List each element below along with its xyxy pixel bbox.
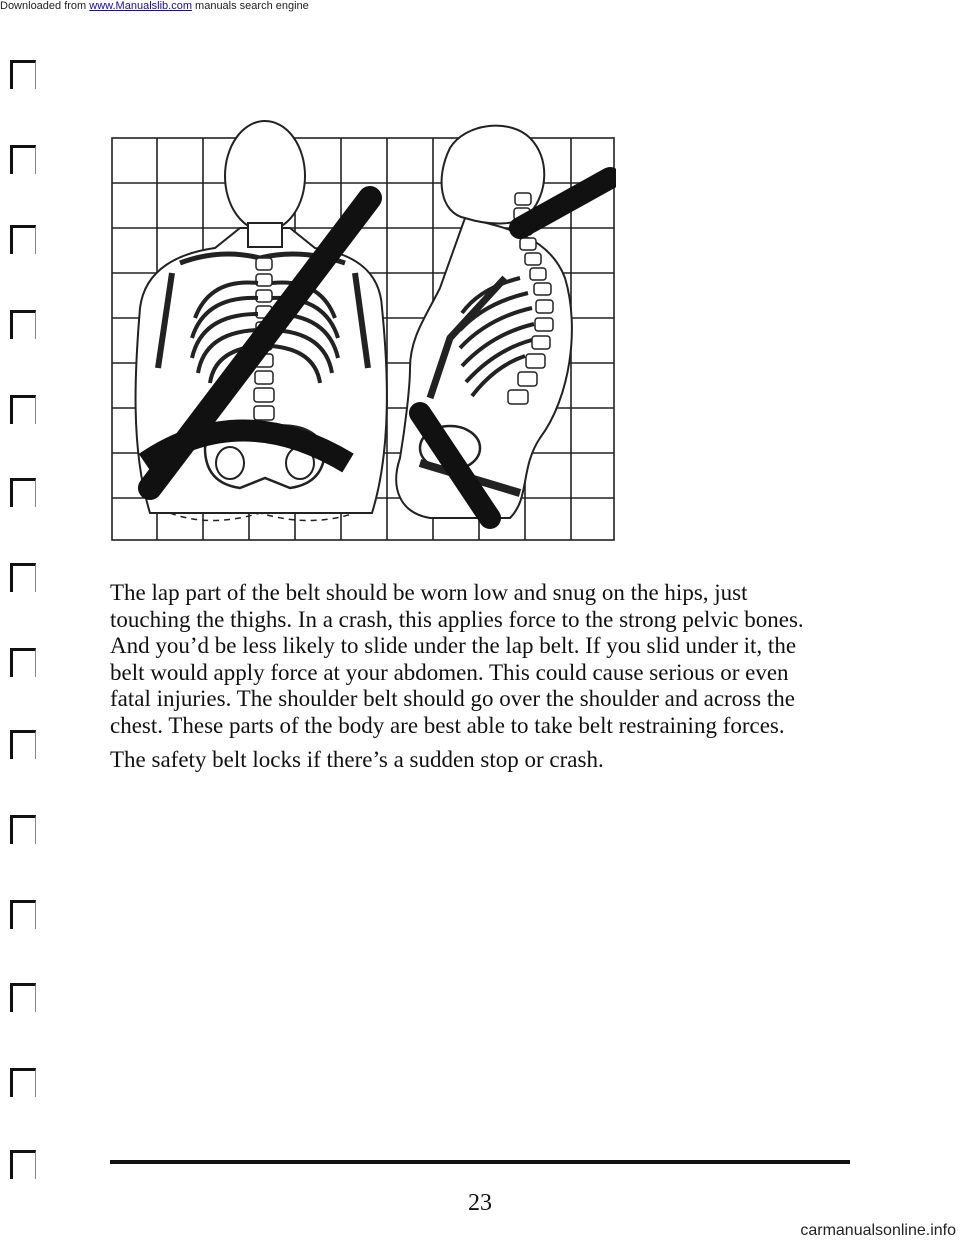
front-skeleton-figure: [136, 121, 387, 521]
binder-tab-mark: [10, 225, 36, 254]
binder-tab-mark: [10, 648, 36, 677]
source-note-suffix: manuals search engine: [191, 0, 309, 12]
paragraph: The lap part of the belt should be worn low and snug on the hips, just touching the thighs. In a crash, this applies force to the strong pelvic bones. And you’d be less likely to slide under the lap belt. If you slid under it, the belt would apply force at your abdomen. This could cause serious or even fatal injuries. The shoulder belt should go over the shoulder and across the chest. These parts of the body are best able to take belt restraining forces.: [110, 580, 804, 738]
watermark: carmanualsonline.info: [800, 1222, 956, 1239]
binder-tab-mark: [10, 1068, 36, 1097]
binder-tab-mark: [10, 815, 36, 844]
binder-tab-mark: [10, 478, 36, 507]
body-text: [110, 580, 830, 782]
binder-tab-mark: [10, 983, 36, 1012]
footer-rule: [110, 1160, 850, 1164]
binder-tab-mark: [10, 395, 36, 424]
binder-tab-mark: [10, 145, 36, 174]
page-number: 23: [468, 1190, 492, 1216]
seatbelt-skeleton-illustration: [110, 118, 616, 542]
binder-tab-mark: [10, 1150, 36, 1179]
paragraph: The safety belt locks if there’s a sudden stop or crash.: [110, 747, 604, 772]
binder-tab-mark: [10, 60, 36, 89]
binder-tab-mark: [10, 730, 36, 759]
source-note: [0, 0, 309, 12]
source-link[interactable]: www.Manualslib.com: [89, 0, 192, 12]
binder-tab-mark: [10, 563, 36, 592]
binder-tab-mark: [10, 310, 36, 339]
source-note-prefix: Downloaded from: [0, 0, 90, 12]
side-skeleton-figure: [396, 126, 610, 518]
binder-tab-mark: [10, 900, 36, 929]
